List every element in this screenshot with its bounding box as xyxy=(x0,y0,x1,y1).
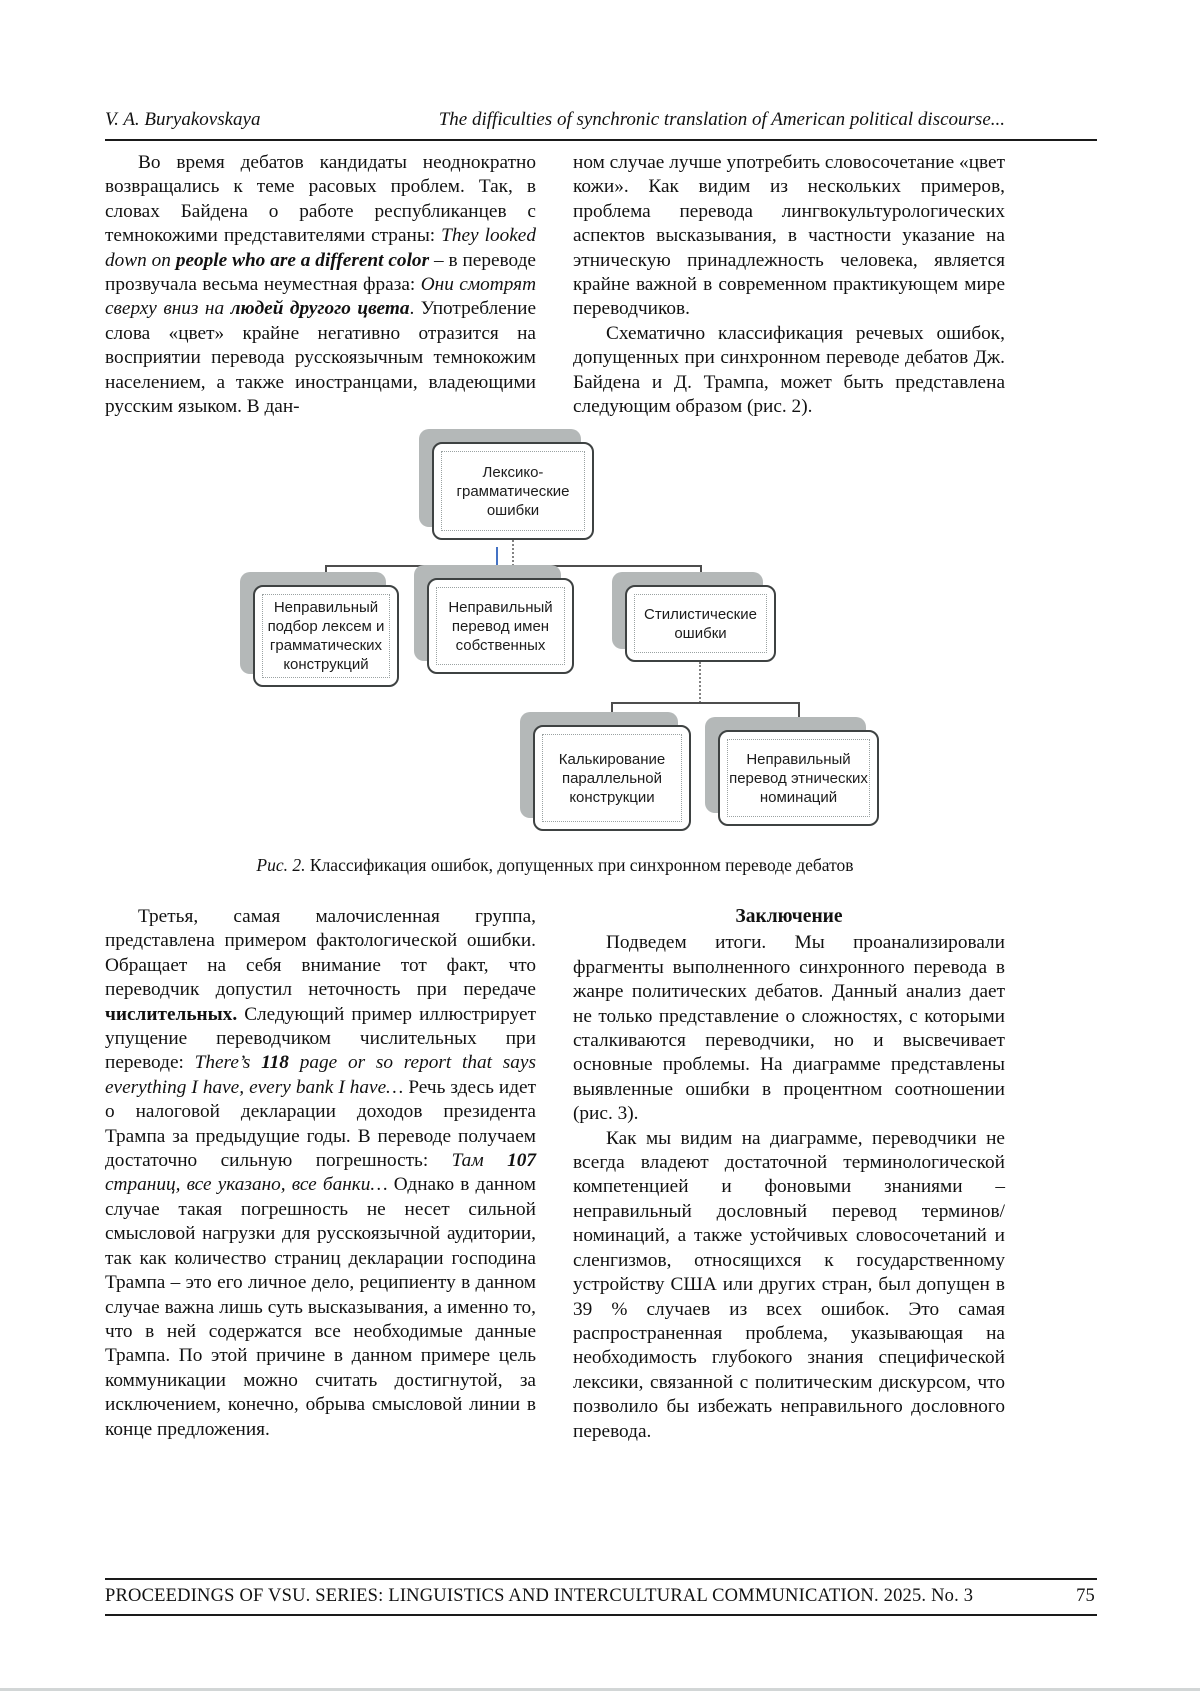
running-head-author: V. A. Buryakovskaya xyxy=(105,109,261,130)
paragraph: Схематично классификация речевых ошибок, допущенных при синхронном переводе дебатов Дж. Байдена и Д. Трампа, может быть представлена следующим образом (рис. 2). xyxy=(573,322,1005,418)
header-rule xyxy=(105,139,1097,141)
diagram-node-wrong-lexeme-choice xyxy=(253,585,399,687)
node-box xyxy=(253,585,399,687)
node-label: Неправильный перевод этнических номинаций xyxy=(727,739,870,817)
bottom-right-column xyxy=(573,905,1005,1444)
diagram-node-calque-construction xyxy=(533,725,691,831)
node-label: Калькирование параллельной конструкции xyxy=(542,734,682,822)
connector-level3-horizontal xyxy=(612,702,799,704)
figure-2 xyxy=(105,420,1005,876)
node-box xyxy=(625,585,776,662)
diagram-node-ethnic-nominations xyxy=(718,730,879,826)
paragraph: ном случае лучше употребить словосочетание «цвет кожи». Как видим из нескольких примеров, проблема перевода лингвокультурологических аспектов высказывания, в частности указание на этническую принадлежность человека, является крайне важной в современном практикующем мире переводчиков. xyxy=(573,152,1005,320)
node-label: Лексико- грамматические ошибки xyxy=(441,451,585,531)
running-head xyxy=(105,108,1005,132)
page-number: 75 xyxy=(1076,1586,1095,1606)
running-head-title: The difficulties of synchronic translation of American political discourse... xyxy=(438,109,1005,130)
bottom-left-column xyxy=(105,905,536,1444)
footer-row xyxy=(105,1580,1097,1614)
page-footer xyxy=(105,1578,1097,1616)
connector-stylistic-stub-dotted xyxy=(699,662,701,703)
node-box xyxy=(533,725,691,831)
scan-edge xyxy=(0,1688,1200,1691)
journal-line: PROCEEDINGS OF VSU. SERIES: LINGUISTICS AND INTERCULTURAL COMMUNICATION. 2025. No. 3 xyxy=(105,1586,974,1606)
connector-root-stub-dotted xyxy=(512,540,514,566)
paragraph: Как мы видим на диаграмме, переводчики не всегда владеют достаточной терминологической компетенцией и фоновыми знаниями – неправильный дословный перевод терминов/номинаций, а также устойчивых словосочетаний и сленгизмов, относящихся к государственному устройству США или других стран, был допущен в 39 % случаев из всех ошибок. Это самая распространенная проблема, указывающая на необходимость глубокого знания специфической лексики, связанной с политическим дискурсом, что позволило бы избежать неправильного дословного перевода. xyxy=(573,1127,1005,1442)
paragraph: Во время дебатов кандидаты неоднократно возвращались к теме расовых проблем. Так, в словах Байдена о работе республиканцев с темнокожими представителями страны: They looked down on people who are a different color – в переводе прозвучала весьма неуместная фраза: Они смотрят сверху вниз на людей другого цвета. Употребление слова «цвет» крайне негативно отразится на восприятии перевода русскоязычным темнокожим населением, а также иностранцами, владеющими русским языком. В дан- xyxy=(105,152,537,418)
paragraph: Подведем итоги. Мы проанализировали фрагменты выполненного синхронного перевода в жанре политических дебатов. Данный анализ дает не только представление о сложностях, с которыми сталкиваются переводчики, но и высвечивает основные проблемы. На диаграмме представлены выявленные ошибки в процентном соотношении (рис. 3). xyxy=(573,932,1005,1125)
paragraph: Третья, самая малочисленная группа, представлена примером фактологической ошибки. Обращает на себя внимание тот факт, что переводчик допустил неточность при передаче числительных. Следующий пример иллюстрирует упущение переводчиком числительных при переводе: There’s 118 page or so report that says everything I have, every bank I have… Речь здесь идет о налоговой декларации доходов президента Трампа за предыдущие годы. В переводе получаем достаточно сильную погрешность: Там 107 страниц, все указано, все банки… Однако в данном случае такая погрешность не несет сильной смысловой нагрузки для русскоязычной аудитории, так как количество страниц декларации господина Трампа – это его личное дело, реципиенту в данном случае важна лишь суть высказывания, а именно то, что в ней содержатся все необходимые данные Трампа. По этой причине в данном примере цель коммуникации можно считать достигнутой, за исключением, конечно, обрыва смысловой линии в конце предложения. xyxy=(105,906,536,1440)
node-box xyxy=(718,730,879,826)
top-left-column xyxy=(105,151,536,419)
diagram-node-stylistic-errors xyxy=(625,585,776,662)
bottom-text-section xyxy=(105,905,1005,1444)
node-label: Неправильный подбор лексем и грамматических конструкций xyxy=(262,594,390,678)
figure-caption: Рис. 2. Классификация ошибок, допущенных при синхронном переводе дебатов xyxy=(256,855,854,875)
node-box xyxy=(432,442,594,540)
top-right-column xyxy=(573,151,1005,419)
diagram-node-lexico-grammatical-errors xyxy=(432,442,594,540)
node-label: Неправильный перевод имен собственных xyxy=(436,587,565,665)
node-label: Стилистические ошибки xyxy=(634,594,767,653)
diagram-node-wrong-proper-names xyxy=(427,578,574,674)
figure-2-diagram xyxy=(105,420,1005,838)
node-box xyxy=(427,578,574,674)
top-text-section xyxy=(105,151,1005,419)
conclusion-heading: Заключение xyxy=(735,906,843,927)
